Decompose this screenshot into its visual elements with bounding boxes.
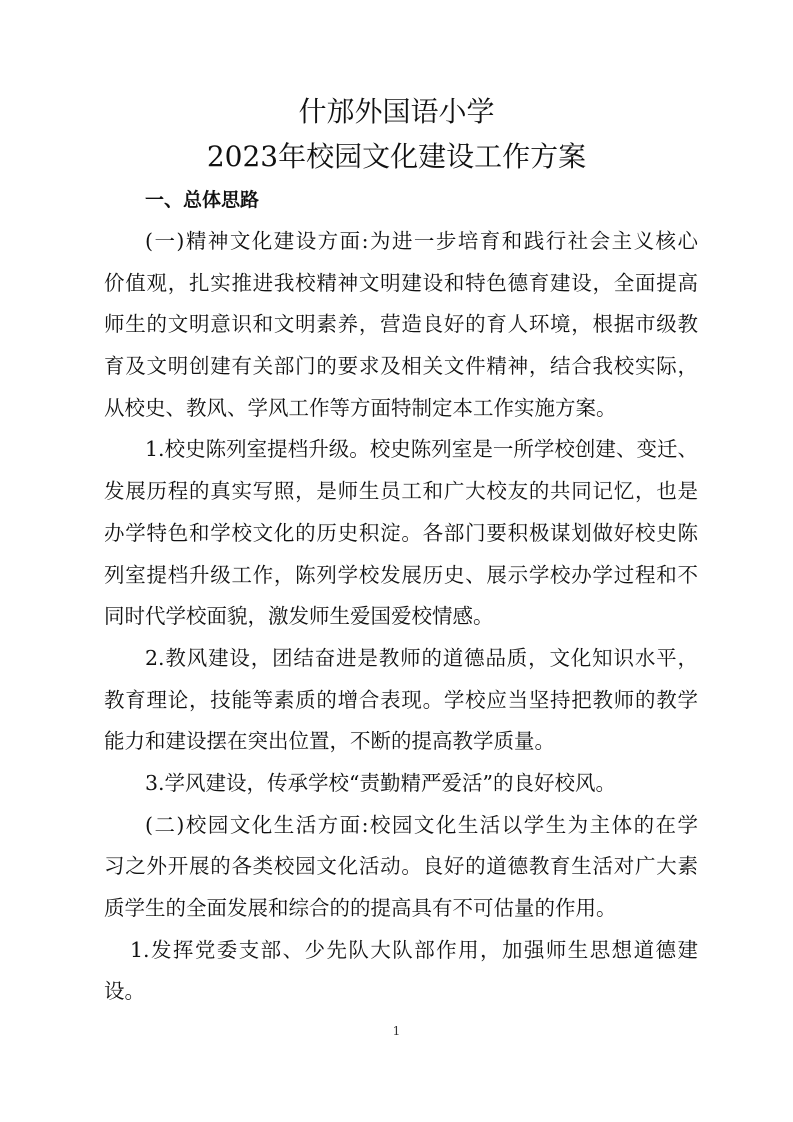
text-line: (一)精神文化建设方面:为进一步培育和践行社会主义核心: [145, 229, 698, 253]
text-line: 师生的文明意识和文明素养，营造良好的育人环境，根据市级教: [104, 312, 698, 337]
text-line: 1.发挥党委支部、少先队大队部作用，加强师生思想道德建: [130, 937, 698, 962]
text-line: 育及文明创建有关部门的要求及相关文件精神，结合我校实际，: [104, 354, 698, 379]
document-body: [104, 221, 698, 1013]
text-line: 列室提档升级工作，陈列学校发展历史、展示学校办学过程和不: [104, 562, 698, 587]
paragraph: [104, 429, 698, 637]
text-line: 习之外开展的各类校园文化活动。良好的道德教育生活对广大素: [104, 854, 698, 879]
document-title-school: 什邡外国语小学: [298, 95, 495, 128]
text-line: 发展历程的真实写照，是师生员工和广大校友的共同记忆，也是: [104, 479, 698, 504]
text-line: 3.学风建设，传承学校“责勤精严爱活”的良好校风。: [145, 770, 617, 795]
page-number: 1: [392, 1024, 401, 1038]
paragraph: [104, 221, 698, 429]
text-line: 质学生的全面发展和综合的的提高具有不可估量的作用。: [104, 896, 617, 920]
text-line: 教育理论，技能等素质的增合表现。学校应当坚持把教师的教学: [104, 687, 698, 712]
text-line: (二)校园文化生活方面:校园文化生活以学生为主体的在学: [145, 812, 698, 837]
paragraph: [104, 930, 698, 1013]
text-line: 1.校史陈列室提档升级。校史陈列室是一所学校创建、变迁、: [145, 437, 698, 462]
text-line: 能力和建设摆在突出位置，不断的提高教学质量。: [104, 729, 555, 754]
paragraph: [104, 763, 698, 805]
text-line: 设。: [104, 979, 145, 1004]
document-title-plan: 2023年校园文化建设工作方案: [206, 140, 587, 173]
paragraph: [104, 638, 698, 763]
text-line: 从校史、教风、学风工作等方面特制定本工作实施方案。: [104, 395, 617, 420]
text-line: 办学特色和学校文化的历史积淀。各部门要积极谋划做好校史陈: [104, 520, 698, 545]
text-line: 同时代学校面貌，激发师生爱国爱校情感。: [104, 604, 494, 629]
text-line: 2.教风建设，团结奋进是教师的道德品质，文化知识水平，: [145, 645, 698, 670]
section-heading: 一、总体思路: [145, 189, 260, 211]
paragraph: [104, 805, 698, 930]
text-line: 价值观，扎实推进我校精神文明建设和特色德育建设，全面提高: [104, 270, 698, 295]
